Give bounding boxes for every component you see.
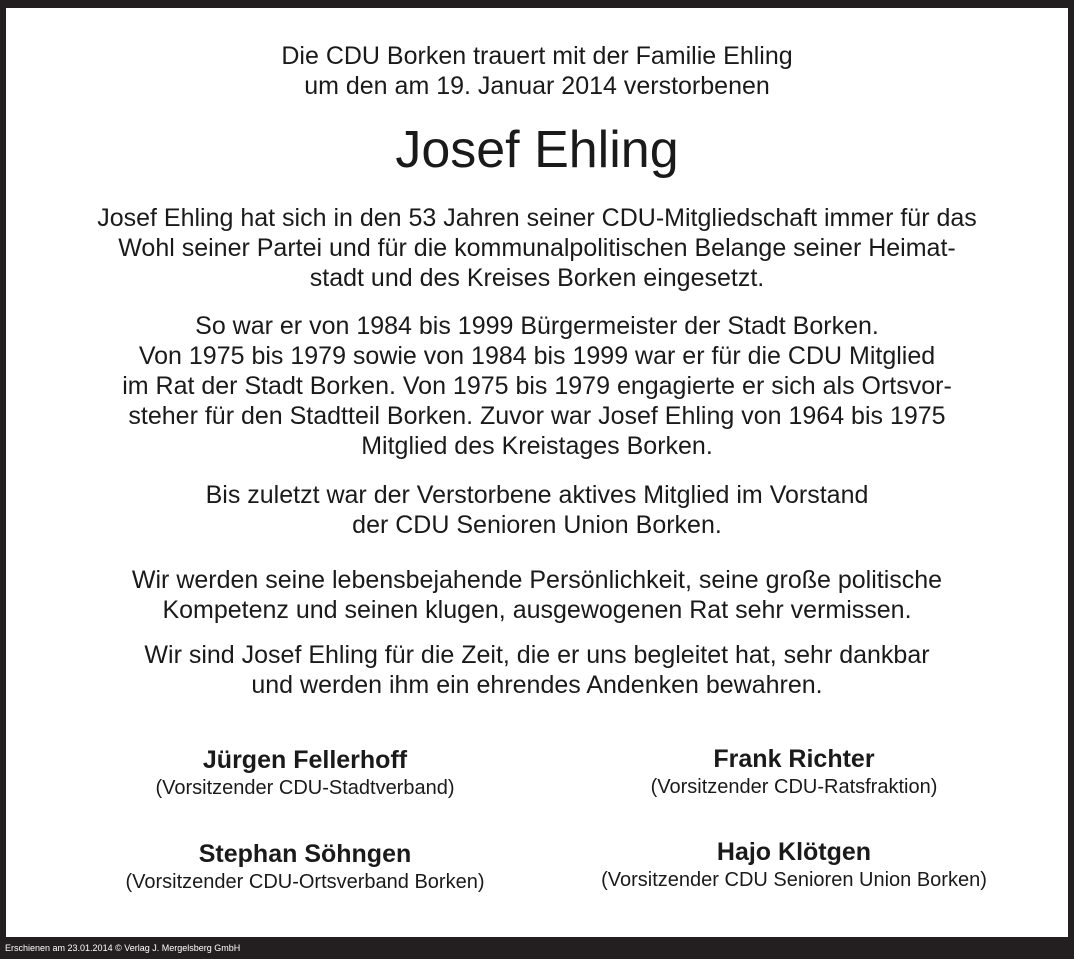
signatory-name: Frank Richter xyxy=(713,745,875,773)
signatory-name: Jürgen Fellerhoff xyxy=(202,746,408,774)
paragraph-senior-union xyxy=(6,480,1068,540)
paragraph-line: Wir werden seine lebensbejahende Persönlichkeit, seine große politische xyxy=(131,566,943,594)
signatory-role: (Vorsitzender CDU-Ortsverband Borken) xyxy=(125,871,485,893)
paragraph-tribute xyxy=(6,565,1068,625)
paragraph-line: Von 1975 bis 1979 sowie von 1984 bis 1999 war er für die CDU Mitglied xyxy=(138,342,936,370)
paragraph-line: So war er von 1984 bis 1999 Bürgermeister der Stadt Borken. xyxy=(195,312,879,340)
signatory-role: (Vorsitzender CDU-Stadtverband) xyxy=(155,777,455,799)
signatory-name: Hajo Klötgen xyxy=(716,838,872,866)
paragraph-line: im Rat der Stadt Borken. Von 1975 bis 1979 engagierte er sich als Ortsvor- xyxy=(122,372,952,400)
paragraph-line: Wir sind Josef Ehling für die Zeit, die er uns begleitet hat, sehr dankbar xyxy=(144,641,930,669)
paragraph-line: Bis zuletzt war der Verstorbene aktives Mitglied im Vorstand xyxy=(205,481,869,509)
signatory-role: (Vorsitzender CDU Senioren Union Borken) xyxy=(601,869,987,891)
signatory xyxy=(90,745,520,801)
intro-line: Die CDU Borken trauert mit der Familie Ehling xyxy=(281,42,793,70)
publication-footer: Erschienen am 23.01.2014 © Verlag J. Mergelsberg GmbH xyxy=(5,943,241,953)
paragraph-line: der CDU Senioren Union Borken. xyxy=(352,511,722,539)
paragraph-line: Wohl seiner Partei und für die kommunalpolitischen Belange seiner Heimat- xyxy=(118,234,956,262)
paragraph-line: Josef Ehling hat sich in den 53 Jahren seiner CDU-Mitgliedschaft immer für das xyxy=(97,204,977,232)
paragraph-offices xyxy=(6,311,1068,461)
signatory xyxy=(90,839,520,895)
deceased-name: Josef Ehling xyxy=(395,121,679,179)
paragraph-gratitude xyxy=(6,640,1068,700)
paragraph-line: Mitglied des Kreistages Borken. xyxy=(361,432,713,460)
signatory xyxy=(576,744,1012,800)
paragraph-line: und werden ihm ein ehrendes Andenken bewahren. xyxy=(251,671,823,699)
intro-line: um den am 19. Januar 2014 verstorbenen xyxy=(304,72,770,100)
signatory xyxy=(576,837,1012,893)
paragraph-line: stadt und des Kreises Borken eingesetzt. xyxy=(309,264,765,292)
paragraph-line: steher für den Stadtteil Borken. Zuvor war Josef Ehling von 1964 bis 1975 xyxy=(128,402,946,430)
signatory-role: (Vorsitzender CDU-Ratsfraktion) xyxy=(650,776,938,798)
signatory-name: Stephan Söhngen xyxy=(198,840,412,868)
paragraph-membership xyxy=(6,203,1068,293)
paragraph-line: Kompetenz und seinen klugen, ausgewogenen Rat sehr vermissen. xyxy=(162,596,912,624)
intro-text xyxy=(6,41,1068,101)
